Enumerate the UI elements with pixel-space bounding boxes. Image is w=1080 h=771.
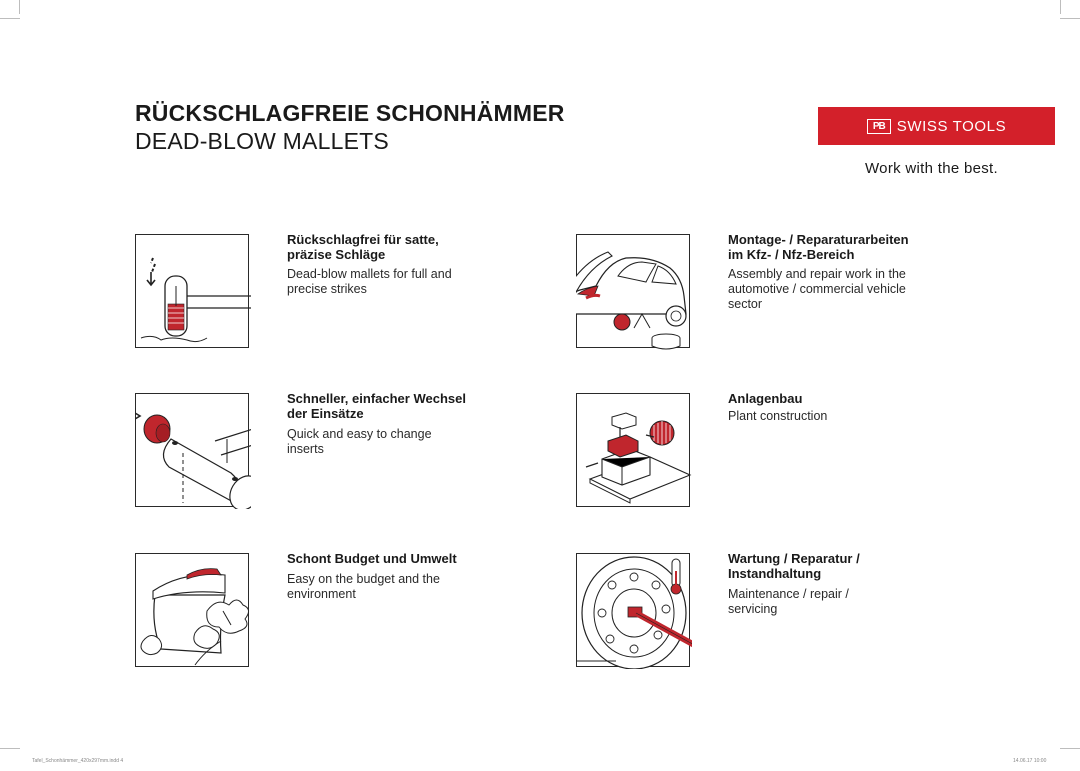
- crop-mark: [1060, 748, 1080, 749]
- feature-description: Easy on the budget and the environment: [287, 572, 440, 601]
- crop-mark: [1060, 18, 1080, 19]
- feature-title: Schont Budget und Umwelt: [287, 551, 457, 566]
- feature-title: Montage- / Reparaturarbeiten im Kfz- / Nfz-Bereich: [728, 232, 909, 262]
- brand-logo: [818, 107, 1055, 145]
- feature-description: Dead-blow mallets for full and precise strikes: [287, 267, 452, 296]
- feature-title: Wartung / Reparatur / Instandhaltung: [728, 551, 860, 581]
- crop-mark: [1060, 0, 1061, 14]
- feature-description: Maintenance / repair / servicing: [728, 587, 849, 616]
- page-subtitle: DEAD-BLOW MALLETS: [135, 128, 389, 154]
- crop-mark: [0, 18, 20, 19]
- crop-mark: [0, 748, 20, 749]
- car-repair-icon: [576, 234, 690, 348]
- plant-construction-icon: [576, 393, 690, 507]
- crop-mark: [19, 0, 20, 14]
- feature-title: Schneller, einfacher Wechsel der Einsätze: [287, 391, 466, 421]
- brand-tagline: Work with the best.: [865, 160, 998, 177]
- footer-file-info: Tafel_Schonhämmer_420x297mm.indd 4: [32, 758, 124, 764]
- logo-text: SWISS TOOLS: [896, 117, 1007, 135]
- feature-title: Anlagenbau: [728, 391, 803, 406]
- feature-description: Plant construction: [728, 409, 828, 423]
- feature-description: Quick and easy to change inserts: [287, 427, 432, 456]
- insert-change-icon: [135, 393, 249, 507]
- wheel-maintenance-icon: [576, 553, 690, 667]
- logo-mark: PB: [867, 119, 891, 134]
- feature-description: Assembly and repair work in the automotive / commercial vehicle sector: [728, 267, 906, 311]
- feature-title: Rückschlagfrei für satte, präzise Schläge: [287, 232, 439, 262]
- page-title: RÜCKSCHLAGFREIE SCHONHÄMMER: [135, 100, 565, 126]
- dead-blow-mallet-icon: [135, 234, 249, 348]
- wallet-leaves-icon: [135, 553, 249, 667]
- footer-timestamp: 14.06.17 10:00: [1013, 758, 1047, 764]
